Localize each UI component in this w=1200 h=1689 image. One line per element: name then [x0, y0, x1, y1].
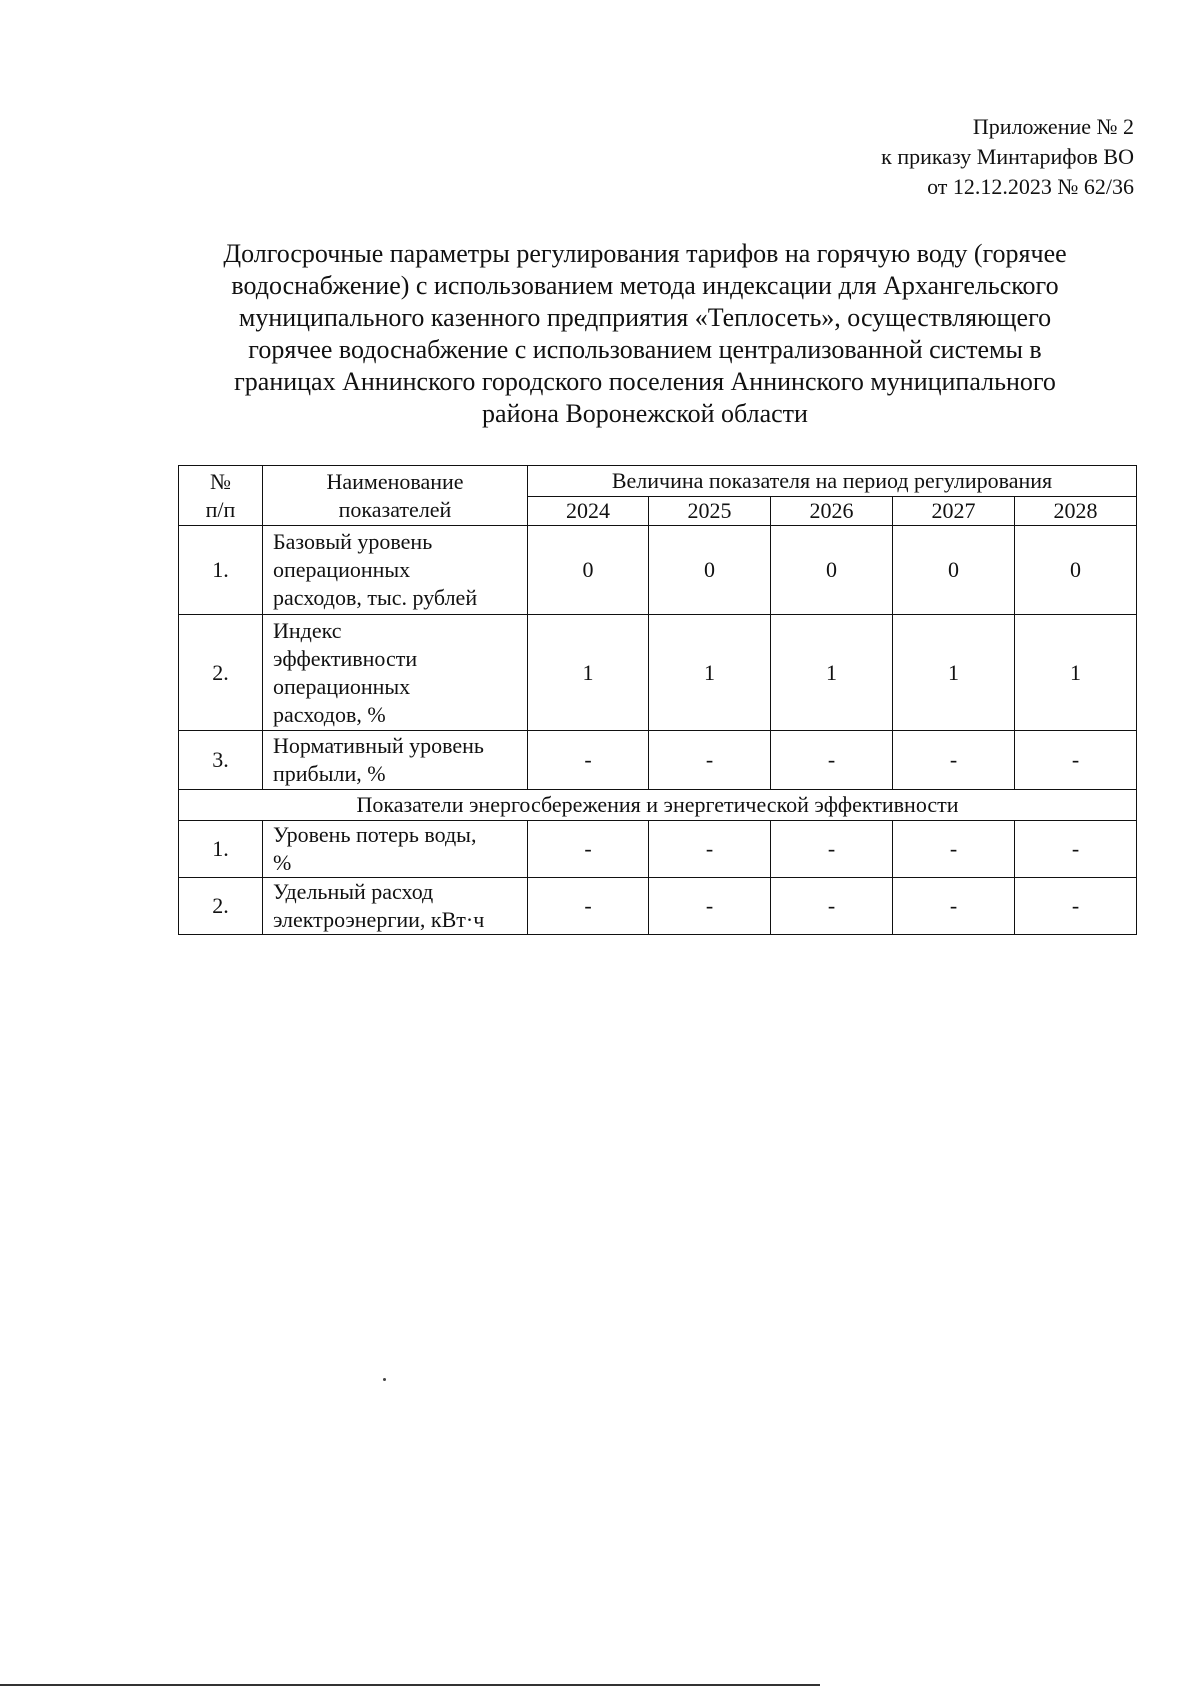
- year-cell: 2028: [1015, 497, 1137, 526]
- title-line: Долгосрочные параметры регулирования тарифов на горячую воду (горячее: [223, 239, 1067, 268]
- row-num: 1.: [179, 821, 263, 878]
- value-cell: 1: [1015, 615, 1137, 731]
- value-cell: -: [649, 878, 771, 935]
- document-title: [150, 238, 1140, 430]
- table-row: [179, 821, 1137, 878]
- value-cell: 1: [893, 615, 1015, 731]
- row-name: [263, 526, 528, 615]
- value-cell: -: [1015, 878, 1137, 935]
- table-row: [179, 526, 1137, 615]
- row-name-line: Уровень потерь воды,: [273, 822, 477, 847]
- header-name-line: показателей: [338, 496, 452, 522]
- title-line: района Воронежской области: [482, 399, 808, 428]
- row-name-line: эффективности: [273, 645, 418, 671]
- value-cell: -: [649, 821, 771, 878]
- value-cell: -: [893, 731, 1015, 790]
- row-name-line: Базовый уровень: [273, 529, 433, 554]
- header-period-cell: Величина показателя на период регулирования: [528, 466, 1137, 497]
- appendix-line-1: Приложение № 2: [972, 114, 1134, 139]
- row-name-line: Нормативный уровень: [273, 733, 484, 758]
- year-cell: 2027: [893, 497, 1015, 526]
- page-bottom-line: [0, 1684, 820, 1686]
- header-row: [179, 466, 1137, 497]
- row-name-line: Индекс: [273, 617, 342, 643]
- row-num: 2.: [179, 878, 263, 935]
- value-cell: -: [528, 731, 649, 790]
- scan-speck: [383, 1378, 386, 1381]
- row-name: [263, 731, 528, 790]
- table-row: [179, 878, 1137, 935]
- title-line: водоснабжение) с использованием метода индексации для Архангельского: [231, 271, 1059, 300]
- header-num-cell: [179, 466, 263, 526]
- section-title: Показатели энергосбережения и энергетической эффективности: [179, 790, 1137, 821]
- appendix-line-3: от 12.12.2023 № 62/36: [927, 174, 1134, 199]
- row-name-line: Удельный расход: [273, 879, 434, 904]
- title-line: границах Аннинского городского поселения Аннинского муниципального: [234, 367, 1056, 396]
- row-name-line: %: [273, 850, 292, 875]
- value-cell: -: [1015, 821, 1137, 878]
- header-num-line: №: [210, 468, 231, 494]
- table-row: [179, 731, 1137, 790]
- header-name-cell: [263, 466, 528, 526]
- value-cell: -: [528, 878, 649, 935]
- row-name-line: прибыли, %: [273, 761, 386, 786]
- value-cell: -: [649, 731, 771, 790]
- value-cell: 1: [649, 615, 771, 731]
- row-num: 3.: [179, 731, 263, 790]
- value-cell: 0: [771, 526, 893, 615]
- row-name-line: электроэнергии, кВт·ч: [273, 907, 485, 932]
- appendix-line-2: к приказу Минтарифов ВО: [881, 144, 1134, 169]
- value-cell: 0: [1015, 526, 1137, 615]
- value-cell: -: [893, 878, 1015, 935]
- year-cell: 2024: [528, 497, 649, 526]
- value-cell: 0: [893, 526, 1015, 615]
- value-cell: 1: [771, 615, 893, 731]
- value-cell: -: [893, 821, 1015, 878]
- value-cell: 1: [528, 615, 649, 731]
- row-num: 2.: [179, 615, 263, 731]
- row-name: [263, 615, 528, 731]
- value-cell: -: [528, 821, 649, 878]
- value-cell: 0: [649, 526, 771, 615]
- value-cell: -: [771, 878, 893, 935]
- appendix-header: [881, 112, 1134, 202]
- row-name-line: расходов, тыс. рублей: [273, 585, 478, 610]
- value-cell: 0: [528, 526, 649, 615]
- row-name: [263, 878, 528, 935]
- year-cell: 2025: [649, 497, 771, 526]
- value-cell: -: [771, 821, 893, 878]
- header-num-line: п/п: [205, 496, 236, 522]
- value-cell: -: [771, 731, 893, 790]
- row-name-line: расходов, %: [273, 701, 386, 727]
- section-row: [179, 790, 1137, 821]
- year-cell: 2026: [771, 497, 893, 526]
- value-cell: -: [1015, 731, 1137, 790]
- table-row: [179, 615, 1137, 731]
- parameters-table: [178, 465, 1137, 935]
- row-num: 1.: [179, 526, 263, 615]
- title-line: муниципального казенного предприятия «Теплосеть», осуществляющего: [238, 303, 1052, 332]
- header-name-line: Наименование: [326, 468, 464, 494]
- title-line: горячее водоснабжение с использованием централизованной системы в: [248, 335, 1042, 364]
- row-name-line: операционных: [273, 673, 411, 699]
- row-name: [263, 821, 528, 878]
- row-name-line: операционных: [273, 557, 411, 582]
